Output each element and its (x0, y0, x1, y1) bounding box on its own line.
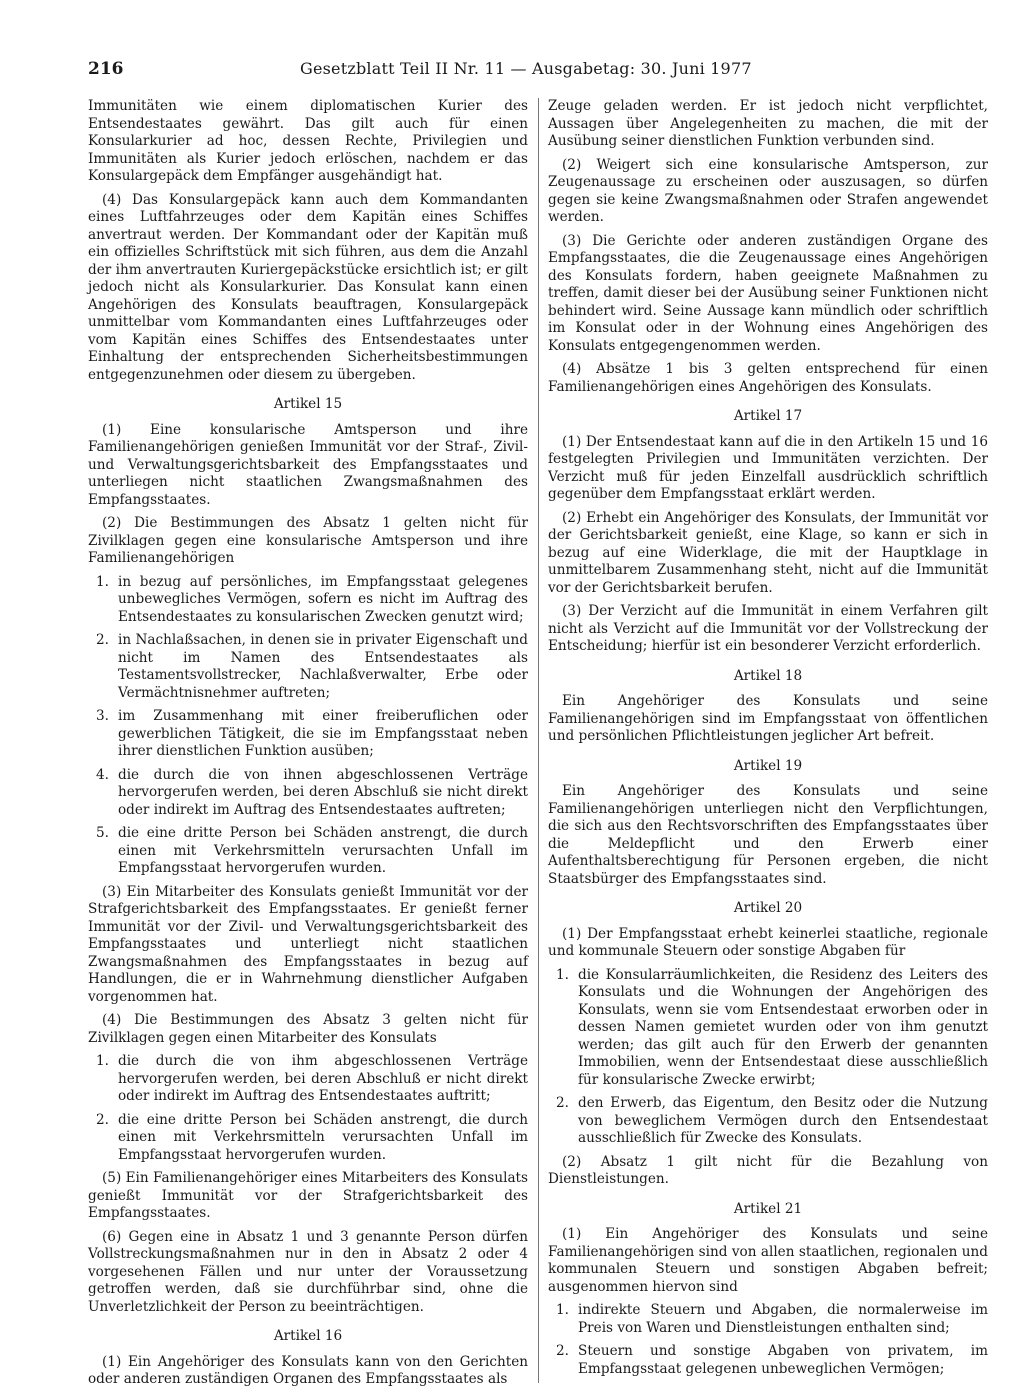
paragraph: Immunitäten wie einem diplomatischen Kurier des Entsendestaates gewährt. Das gilt auch für einen Konsularkurier ad hoc, dessen Rechte, Privilegien und Immunitäten als Kurier jedoch erlöschen, nachdem er das Konsulargepäck dem Empfänger ausgehändigt hat. (88, 98, 528, 184)
article-title: Artikel 17 (733, 408, 803, 424)
page-number: 216 (88, 59, 124, 79)
article-title: Artikel 16 (273, 1328, 343, 1344)
paragraph: (4) Das Konsulargepäck kann auch dem Kommandanten eines Luftfahrzeuges oder dem Kapitän eines Schiffes anvertraut werden. Der Kommandant oder der Kapitän muß ein offizielles Schriftstück mit sich führen, aus dem die Anzahl der ihm anvertrauten Kuriergepäckstücke ersichtlich ist; er gilt jedoch nicht als Konsularkurier. Das Konsulat kann einen Angehörigen des Konsulats beauftragen, Konsulargepäck unmittelbar vom Kommandanten eines Luftfahrzeuges oder vom Kapitän eines Schiffes des Entsendestaates unter Einhaltung der entsprechenden Sicherheitsbestimmungen entgegenzunehmen oder diesem zu übergeben. (88, 191, 528, 383)
paragraph: Ein Angehöriger des Konsulats und seine Familienangehörigen unterliegen nicht den Verpflichtungen, die sich aus den Rechtsvorschriften des Empfangsstaates über die Meldepflicht und den Erwerb einer Aufenthaltsberechtigung für Personen ergeben, die nicht Staatsbürger des Empfangsstaates sind. (548, 783, 988, 887)
list-item (88, 767, 528, 820)
list-number: 1. (96, 1053, 109, 1069)
paragraph: (2) Erhebt ein Angehöriger des Konsulats, der Immunität vor der Gerichtsbarkeit genießt, eine Klage, so kann er sich in bezug auf eine Widerklage, die mit der Hauptklage in unmittelbarem Zusammenhang steht, nicht auf die Immunität vor der Gerichtsbarkeit berufen. (548, 509, 988, 596)
article-title: Artikel 20 (733, 900, 803, 916)
list-number: 2. (556, 1095, 569, 1111)
list-number: 2. (556, 1343, 569, 1359)
list-text: die durch die von ihnen abgeschlossenen Verträge hervorgerufen werden, bei deren Abschluß sie nicht direkt oder indirekt im Auftrag des Entsendestaates auftreten; (118, 766, 528, 818)
list-text: indirekte Steuern und Abgaben, die normalerweise im Preis von Waren und Dienstleistungen enthalten sind; (578, 1302, 988, 1336)
article-title: Artikel 18 (733, 667, 803, 684)
list-item (88, 632, 528, 702)
list-item (88, 574, 528, 627)
page-header (0, 58, 1024, 82)
paragraph: (1) Eine konsularische Amtsperson und ihre Familienangehörigen genießen Immunität vor der Straf-, Zivil- und Verwaltungsgerichtsbarkeit des Empfangsstaates und unterliegen nicht staatlichen Zwangsmaßnahmen des Empfangsstaates. (88, 421, 528, 508)
list-item (88, 1053, 528, 1106)
paragraph: Zeuge geladen werden. Er ist jedoch nicht verpflichtet, Aussagen über Angelegenheiten zu machen, die mit der Ausübung seiner dienstlichen Funktion verbunden sind. (548, 98, 988, 149)
paragraph: (4) Die Bestimmungen des Absatz 3 gelten nicht für Zivilklagen gegen einen Mitarbeiter des Konsulats (88, 1012, 528, 1046)
left-column (88, 98, 528, 1395)
list-item (548, 1343, 988, 1378)
list-item (88, 825, 528, 878)
list-text: die eine dritte Person bei Schäden anstrengt, die durch einen mit Verkehrsmitteln verursachten Unfall im Empfangsstaat hervorgerufen wurden. (118, 1111, 528, 1163)
paragraph: (1) Der Empfangsstaat erhebt keinerlei staatliche, regionale und kommunale Steuern oder sonstige Abgaben für (548, 925, 988, 959)
paragraph: Ein Angehöriger des Konsulats und seine Familienangehörigen sind im Empfangsstaat von öffentlichen und persönlichen Pflichtleistungen jeglicher Art befreit. (548, 693, 988, 744)
list-item (88, 1112, 528, 1165)
paragraph: (1) Der Entsendestaat kann auf die in den Artikeln 15 und 16 festgelegten Privilegien und Immunitäten verzichten. Der Verzicht muß für jeden Einzelfall ausdrücklich schriftlich gegenüber dem Empfangsstaat erklärt werden. (548, 433, 988, 502)
column-divider (538, 98, 539, 1383)
list-item (88, 708, 528, 761)
paragraph: (5) Ein Familienangehöriger eines Mitarbeiters des Konsulats genießt Immunität vor der Strafgerichtsbarkeit des Empfangsstaates. (88, 1170, 528, 1221)
list-number: 4. (96, 766, 109, 783)
list-number: 1. (556, 1302, 569, 1318)
paragraph: (3) Der Verzicht auf die Immunität in einem Verfahren gilt nicht als Verzicht auf die Immunität vor der Vollstreckung der Entscheidung; hierfür ist ein besonderer Verzicht erforderlich. (548, 603, 988, 654)
running-head: Gesetzblatt Teil II Nr. 11 — Ausgabetag: 30. Juni 1977 (300, 59, 752, 78)
list-text: im Zusammenhang mit einer freiberuflichen oder gewerblichen Tätigkeit, die sie im Empfangsstaat neben ihrer dienstlichen Funktion ausüben; (118, 708, 528, 759)
list-number: 3. (96, 708, 109, 724)
paragraph: (2) Absatz 1 gilt nicht für die Bezahlung von Dienstleistungen. (548, 1153, 988, 1187)
article-title: Artikel 21 (733, 1200, 803, 1217)
article-title: Artikel 19 (733, 757, 803, 774)
list-number: 1. (556, 966, 569, 983)
paragraph: (3) Die Gerichte oder anderen zuständigen Organe des Empfangsstaates, die die Zeugenaussage eines Angehörigen des Konsulats fordern, haben geeignete Maßnahmen zu treffen, damit dieser bei der Ausübung seiner Funktionen nicht behindert wird. Seine Aussage kann mündlich oder schriftlich im Konsulat oder in der Wohnung eines Angehörigen des Konsulats entgegengenommen werden. (548, 232, 988, 354)
paragraph: (1) Ein Angehöriger des Konsulats und seine Familienangehörigen sind von allen staatlichen, regionalen und kommunalen Steuern und sonstigen Abgaben befreit; ausgenommen hiervon sind (548, 1226, 988, 1295)
list-text: den Erwerb, das Eigentum, den Besitz oder die Nutzung von beweglichem Vermögen durch den Entsendestaat ausschließlich für Zwecke des Konsulats. (578, 1095, 988, 1146)
paragraph: (2) Weigert sich eine konsularische Amtsperson, zur Zeugenaussage zu erscheinen oder auszusagen, so dürfen gegen sie keine Zwangsmaßnahmen oder Strafen angewendet werden. (548, 156, 988, 225)
list-number: 2. (96, 632, 109, 648)
list-item (548, 967, 988, 1090)
list-item (548, 1302, 988, 1337)
paragraph: (6) Gegen eine in Absatz 1 und 3 genannte Person dürfen Vollstreckungsmaßnahmen nur in den in Absatz 2 oder 4 vorgesehenen Fällen und nur unter der Voraussetzung getroffen werden, daß sie durchführbar sind, ohne die Unverletzlichkeit der Person zu beeinträchtigen. (88, 1228, 528, 1315)
list-number: 1. (96, 573, 109, 590)
paragraph: (1) Ein Angehöriger des Konsulats kann von den Gerichten oder anderen zuständigen Organen des Empfangsstaates als (88, 1353, 528, 1387)
paragraph: (4) Absätze 1 bis 3 gelten entsprechend für einen Familienangehörigen eines Angehörigen des Konsulats. (548, 361, 988, 395)
right-column (548, 98, 988, 1384)
list-text: die durch die von ihm abgeschlossenen Verträge hervorgerufen werden, bei deren Abschluß er nicht direkt oder indirekt im Auftrag des Entsendestaates auftritt; (118, 1053, 528, 1104)
list-text: in bezug auf persönliches, im Empfangsstaat gelegenes unbewegliches Vermögen, sofern es nicht im Auftrag des Entsendestaates zu konsularischen Zwecken genutzt wird; (118, 573, 528, 625)
article-title: Artikel 15 (273, 396, 343, 412)
paragraph: (3) Ein Mitarbeiter des Konsulats genießt Immunität vor der Strafgerichtsbarkeit des Empfangsstaates. Er genießt ferner Immunität vor der Zivil- und Verwaltungsgerichtsbarkeit des Empfangsstaates und unterliegt nicht staatlichen Zwangsmaßnahmen des Empfangsstaates in bezug auf Handlungen, die er in Wahrnehmung dienstlicher Aufgaben vorgenommen hat. (88, 883, 528, 1005)
list-text: die eine dritte Person bei Schäden anstrengt, die durch einen mit Verkehrsmitteln verursachten Unfall im Empfangsstaat hervorgerufen wurden. (118, 825, 528, 876)
list-number: 2. (96, 1111, 109, 1128)
list-text: die Konsularräumlichkeiten, die Residenz des Leiters des Konsulats und die Wohnungen der Angehörigen des Konsulats, wenn sie vom Entsendestaat erworben oder in dessen Namen gemietet wurden oder von ihm genutzt werden; das gilt auch für den Erwerb der genannten Immobilien, wenn der Entsendestaat diese ausschließlich für konsularische Zwecke erwirbt; (578, 966, 988, 1088)
paragraph: (2) Die Bestimmungen des Absatz 1 gelten nicht für Zivilklagen gegen eine konsularische Amtsperson und ihre Familienangehörigen (88, 515, 528, 566)
list-text: in Nachlaßsachen, in denen sie in privater Eigenschaft und nicht im Namen des Entsendestaates als Testamentsvollstrecker, Nachlaßverwalter, Erbe oder Vermächtnisnehmer auftreten; (118, 632, 528, 701)
list-item (548, 1095, 988, 1148)
list-number: 5. (96, 825, 109, 841)
list-text: Steuern und sonstige Abgaben von privatem, im Empfangsstaat gelegenen unbeweglichen Vermögen; (578, 1343, 988, 1377)
